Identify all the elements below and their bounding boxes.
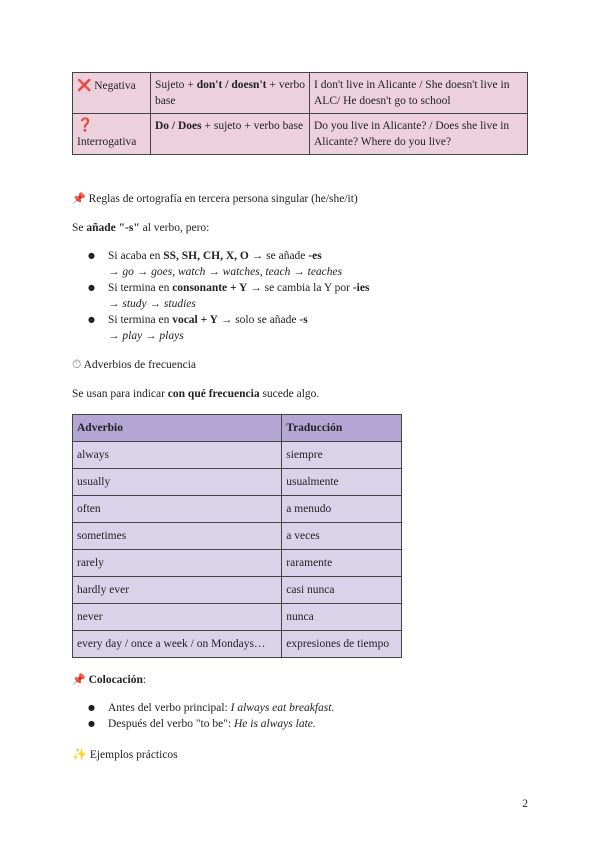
placement-text: Después del verbo "to be": — [108, 718, 234, 730]
examples-heading — [72, 746, 178, 763]
adverb-cell: always — [73, 442, 282, 469]
table-header-row — [73, 415, 402, 442]
placement-example: I always eat breakfast. — [230, 702, 335, 714]
spelling-rules-list — [72, 248, 512, 344]
translation-cell: usualmente — [282, 469, 402, 496]
table-row — [73, 442, 402, 469]
list-item — [72, 280, 512, 312]
forms-table — [72, 72, 528, 155]
structure-cell — [151, 73, 310, 114]
type-label: Interrogativa — [77, 136, 137, 148]
pushpin-icon: 📌 — [72, 192, 86, 205]
rule-text: Si termina en — [108, 314, 173, 326]
rule-emphasis: consonante + Y — [172, 282, 248, 294]
table-row — [73, 631, 402, 658]
heading-text: Ejemplos prácticos — [89, 749, 178, 761]
list-item — [72, 716, 512, 732]
column-header: Traducción — [282, 415, 402, 442]
heading-text: Adverbios de frecuencia — [83, 359, 197, 371]
structure-part: + — [187, 79, 194, 91]
intro-emphasis: con qué frecuencia — [167, 388, 260, 400]
adverb-cell: sometimes — [73, 523, 282, 550]
frequency-intro — [72, 386, 319, 402]
adverb-cell: hardly ever — [73, 577, 282, 604]
rule-suffix: -s — [299, 314, 308, 326]
spelling-heading — [72, 191, 358, 207]
translation-cell: siempre — [282, 442, 402, 469]
table-row — [73, 73, 528, 114]
structure-cell — [151, 114, 310, 155]
adverb-cell: often — [73, 496, 282, 523]
intro-text: Se usan para indicar — [72, 388, 168, 400]
type-cell — [73, 73, 151, 114]
cross-mark-icon: ❌ — [77, 78, 92, 92]
type-cell — [73, 114, 151, 155]
stopwatch-icon: ⏱ — [72, 357, 82, 371]
list-item — [72, 248, 512, 280]
placement-list — [72, 700, 512, 732]
intro-emphasis: añade "-s" — [86, 222, 140, 234]
translation-cell: raramente — [282, 550, 402, 577]
adverb-cell: never — [73, 604, 282, 631]
table-row — [73, 550, 402, 577]
rule-text: Si termina en — [108, 282, 173, 294]
placement-heading — [72, 672, 146, 688]
intro-text: sucede algo. — [259, 388, 320, 400]
heading-text: Reglas de ortografía en tercera persona singular (he/she/it) — [88, 193, 358, 205]
type-label: Negativa — [94, 80, 136, 92]
rule-text: Si acaba en — [108, 250, 164, 262]
pushpin-icon: 📌 — [72, 673, 86, 686]
heading-colon: : — [142, 674, 147, 686]
adverb-cell: rarely — [73, 550, 282, 577]
adverbs-table — [72, 414, 402, 658]
table-row — [73, 523, 402, 550]
structure-part: + — [269, 79, 276, 91]
rule-suffix: -ies — [352, 282, 370, 294]
rule-example: → study → studies — [108, 298, 196, 310]
intro-text: al verbo, pero: — [139, 222, 210, 234]
placement-text: Antes del verbo principal: — [108, 702, 231, 714]
rule-text: → se añade — [248, 250, 309, 262]
table-row — [73, 604, 402, 631]
structure-part: Do / Does — [155, 120, 202, 132]
rule-example: → play → plays — [108, 330, 184, 342]
table-row — [73, 496, 402, 523]
rule-text: → se cambia la Y por — [247, 282, 353, 294]
column-header: Adverbio — [73, 415, 282, 442]
translation-cell: casi nunca — [282, 577, 402, 604]
rule-emphasis: SS, SH, CH, X, O — [163, 250, 249, 262]
placement-example: He is always late. — [233, 718, 316, 730]
table-row — [73, 469, 402, 496]
adverb-cell: usually — [73, 469, 282, 496]
intro-text: Se — [72, 222, 87, 234]
translation-cell: a menudo — [282, 496, 402, 523]
rule-text: → solo se añade — [217, 314, 300, 326]
examples-cell: Do you live in Alicante? / Does she live in Alicante? Where do you live? — [310, 114, 528, 155]
sparkles-icon: ✨ — [72, 747, 87, 761]
structure-part: Sujeto — [155, 79, 185, 91]
frequency-heading — [72, 356, 196, 373]
rule-suffix: -es — [308, 250, 322, 262]
structure-part: don't / doesn't — [196, 79, 267, 91]
heading-text: Colocación — [88, 674, 143, 686]
question-mark-icon: ❓ — [77, 118, 94, 133]
structure-part: + sujeto + verbo base — [204, 120, 304, 132]
adverb-cell: every day / once a week / on Mondays… — [73, 631, 282, 658]
table-row — [73, 577, 402, 604]
rule-emphasis: vocal + Y — [172, 314, 218, 326]
list-item — [72, 700, 512, 716]
examples-cell: I don't live in Alicante / She doesn't live in ALC/ He doesn't go to school — [310, 73, 528, 114]
table-row — [73, 114, 528, 155]
page-number: 2 — [522, 798, 528, 810]
rule-example: → go → goes, watch → watches, teach → teaches — [108, 266, 343, 278]
translation-cell: nunca — [282, 604, 402, 631]
list-item — [72, 312, 512, 344]
structure-part: verbo base — [155, 79, 306, 107]
translation-cell: a veces — [282, 523, 402, 550]
translation-cell: expresiones de tiempo — [282, 631, 402, 658]
spelling-intro — [72, 220, 209, 236]
